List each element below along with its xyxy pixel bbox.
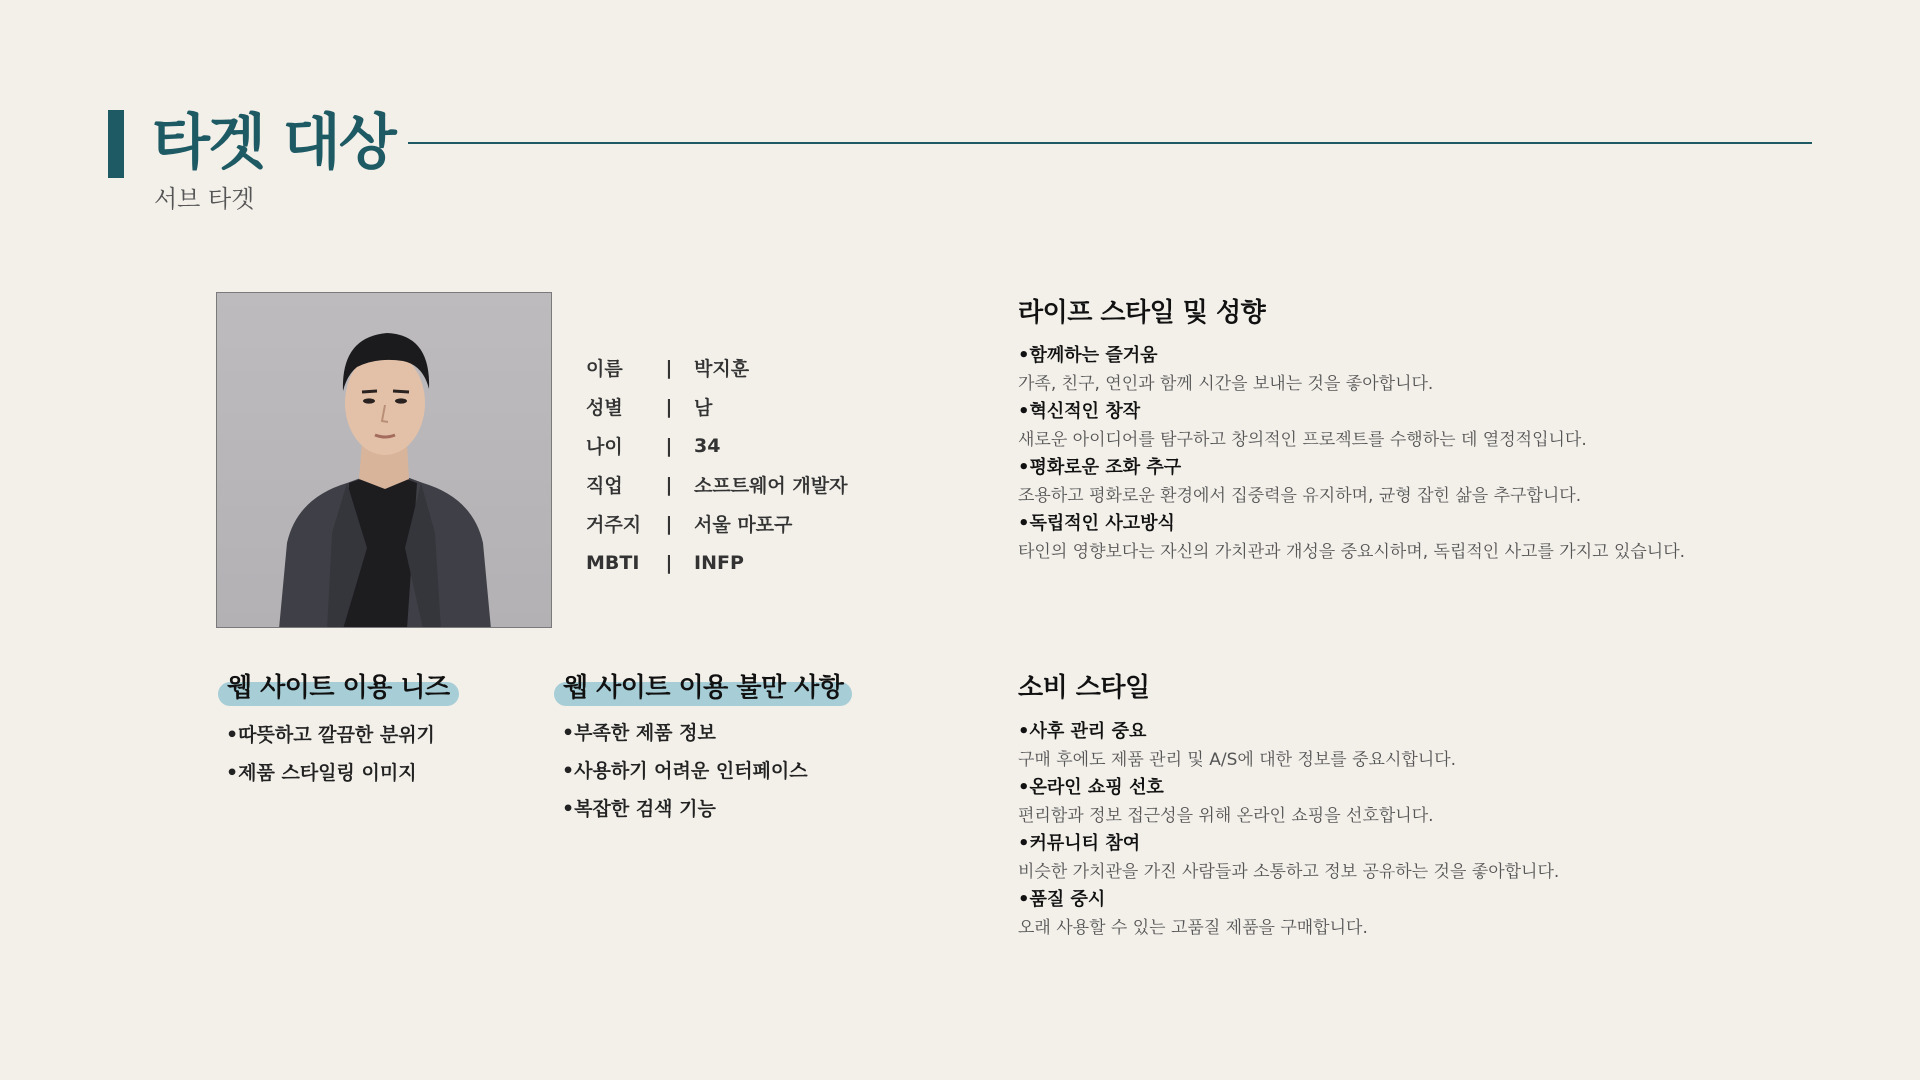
profile-info [586, 348, 847, 582]
consumption-list [1018, 718, 1559, 942]
info-separator: | [665, 434, 673, 457]
info-value: 서울 마포구 [694, 514, 793, 536]
consumption-item-desc: 편리함과 정보 접근성을 위해 온라인 쇼핑을 선호합니다. [1018, 806, 1434, 826]
info-row-name [586, 348, 847, 387]
complaints-title [554, 670, 852, 706]
lifestyle-item-desc: 조용하고 평화로운 환경에서 집중력을 유지하며, 균형 잡힌 삶을 추구합니다. [1018, 486, 1582, 506]
consumption-item-desc: 비슷한 가치관을 가진 사람들과 소통하고 정보 공유하는 것을 좋아합니다. [1018, 862, 1560, 882]
complaints-list [562, 718, 808, 832]
complaints-item: •부족한 제품 정보 [562, 722, 716, 744]
consumption-item-head: •사후 관리 중요 [1018, 721, 1147, 742]
needs-title [218, 670, 459, 706]
info-row-age [586, 426, 847, 465]
consumption-item-head: •품질 중시 [1018, 889, 1106, 910]
lifestyle-item-desc: 가족, 친구, 연인과 함께 시간을 보내는 것을 좋아합니다. [1018, 374, 1434, 394]
info-row-residence [586, 504, 847, 543]
info-row-job [586, 465, 847, 504]
info-separator: | [665, 512, 673, 535]
complaints-item: •복잡한 검색 기능 [562, 798, 716, 820]
page-subtitle: 서브 타겟 [154, 185, 255, 213]
needs-list [226, 720, 435, 796]
info-value: 박지훈 [694, 358, 750, 380]
consumption-item-desc: 구매 후에도 제품 관리 및 A/S에 대한 정보를 중요시합니다. [1018, 750, 1457, 770]
lifestyle-title: 라이프 스타일 및 성향 [1018, 298, 1266, 328]
consumption-title: 소비 스타일 [1018, 673, 1150, 703]
info-label: MBTI [586, 551, 640, 574]
info-label: 나이 [586, 436, 623, 458]
consumption-item-head: •온라인 쇼핑 선호 [1018, 777, 1164, 798]
lifestyle-item-head: •함께하는 즐거움 [1018, 345, 1158, 366]
info-separator: | [665, 551, 673, 574]
lifestyle-list [1018, 342, 1685, 566]
page-title: 타겟 대상 [152, 108, 395, 178]
info-label: 거주지 [586, 514, 642, 536]
title-accent-bar [108, 110, 124, 178]
lifestyle-item-head: •혁신적인 창작 [1018, 401, 1141, 422]
info-label: 이름 [586, 358, 623, 380]
info-separator: | [665, 473, 673, 496]
needs-item: •제품 스타일링 이미지 [226, 762, 417, 784]
info-value: 34 [694, 434, 721, 457]
lifestyle-item-desc: 새로운 아이디어를 탐구하고 창의적인 프로젝트를 수행하는 데 열정적입니다. [1018, 430, 1587, 450]
person-portrait-image [217, 293, 552, 628]
info-row-gender [586, 387, 847, 426]
consumption-item-desc: 오래 사용할 수 있는 고품질 제품을 구매합니다. [1018, 918, 1368, 938]
complaints-item: •사용하기 어려운 인터페이스 [562, 760, 808, 782]
info-separator: | [665, 395, 673, 418]
info-separator: | [665, 356, 673, 379]
info-value: 소프트웨어 개발자 [694, 475, 848, 497]
profile-photo [216, 292, 552, 628]
needs-title-highlight [218, 670, 459, 706]
info-label: 직업 [586, 475, 623, 497]
info-row-mbti [586, 543, 847, 582]
complaints-title-text: 웹 사이트 이용 불만 사항 [563, 673, 844, 703]
lifestyle-item-head: •독립적인 사고방식 [1018, 513, 1175, 534]
needs-item: •따뜻하고 깔끔한 분위기 [226, 724, 435, 746]
consumption-item-head: •커뮤니티 참여 [1018, 833, 1141, 854]
needs-title-text: 웹 사이트 이용 니즈 [227, 673, 450, 703]
info-label: 성별 [586, 397, 623, 419]
info-value: INFP [694, 551, 744, 574]
complaints-title-highlight [554, 670, 852, 706]
title-divider [408, 142, 1812, 144]
lifestyle-item-desc: 타인의 영향보다는 자신의 가치관과 개성을 중요시하며, 독립적인 사고를 가지고 있습니다. [1018, 542, 1686, 562]
info-value: 남 [694, 397, 713, 419]
lifestyle-item-head: •평화로운 조화 추구 [1018, 457, 1182, 478]
